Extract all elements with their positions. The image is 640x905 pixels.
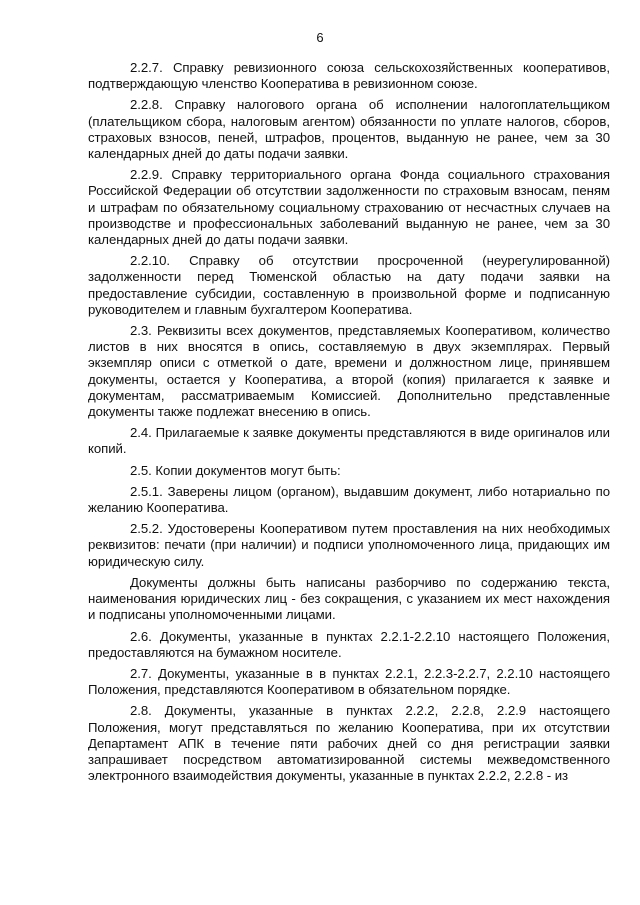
paragraph-2-5: 2.5. Копии документов могут быть: [130,462,341,478]
paragraph-2-7: 2.7. Документы, указанные в в пунктах 2.2.1, 2.2.3-2.2.7, 2.2.10 настоящего Положения, представляются Кооперативом в обязательном порядке. [88,665,610,698]
paragraph-2-2-9: 2.2.9. Справку территориального органа Фонда социального страхования Российской Федерации об отсутствии задолженности по страховым взносам, пеням и штрафам по обязательному социальному страхованию от несчастных случаев на производстве и профессиональных заболеваний выданную не ранее, чем за 30 календарных дней до даты подачи заявки. [88,167,610,248]
paragraph-requirements: Документы должны быть написаны разборчиво по содержанию текста, наименования юридических лиц - без сокращения, с указанием их мест нахождения и подписаны уполномоченными лицами. [88,574,610,623]
paragraph-2-4: 2.4. Прилагаемые к заявке документы представляются в виде оригиналов или копий. [88,425,610,457]
paragraph-2-3: 2.3. Реквизиты всех документов, представляемых Кооперативом, количество листов в них вносятся в опись, составляемую в двух экземплярах. Первый экземпляр описи с отметкой о дате, времени и должностном лице, принявшем документы, остается у Кооператива, а второй (копия) прилагается к заявке и документам, рассматриваемым Комиссией. Дополнительно представленные документы также подлежат внесению в опись. [88,323,610,420]
paragraph-2-2-7: 2.2.7. Справку ревизионного союза сельскохозяйственных кооперативов, подтверждающую членство Кооператива в ревизионном союзе. [88,60,610,92]
paragraph-2-2-8: 2.2.8. Справку налогового органа об исполнении налогоплательщиком (плательщиком сбора, налоговым агентом) обязанности по уплате налогов, сборов, страховых взносов, пеней, штрафов, процентов, выданную не ранее, чем за 30 календарных дней до даты подачи заявки. [88,97,610,162]
paragraph-2-2-10: 2.2.10. Справку об отсутствии просроченной (неурегулированной) задолженности перед Тюменской областью на дату подачи заявки на предоставление субсидии, составленную в произвольной форме и подписанную руководителем и главным бухгалтером Кооператива. [88,253,610,317]
paragraph-2-5-1: 2.5.1. Заверены лицом (органом), выдавшим документ, либо нотариально по желанию Кооператива. [88,483,610,516]
document-body [88,60,610,789]
page-number: 6 [316,30,324,45]
paragraph-2-6: 2.6. Документы, указанные в пунктах 2.2.1-2.2.10 настоящего Положения, предоставляются на бумажном носителе. [88,628,610,660]
paragraph-2-8: 2.8. Документы, указанные в пунктах 2.2.2, 2.2.8, 2.2.9 настоящего Положения, могут представляться по желанию Кооператива, при их отсутствии Департамент АПК в течение пяти рабочих дней со дня регистрации заявки запрашивает посредством автоматизированной системы межведомственного электронного взаимодействия документы, указанные в пунктах 2.2.2, 2.2.8 - из [88,703,610,784]
paragraph-2-5-2: 2.5.2. Удостоверены Кооперативом путем проставления на них необходимых реквизитов: печати (при наличии) и подписи уполномоченного лица, придающих им юридическую силу. [88,521,610,569]
